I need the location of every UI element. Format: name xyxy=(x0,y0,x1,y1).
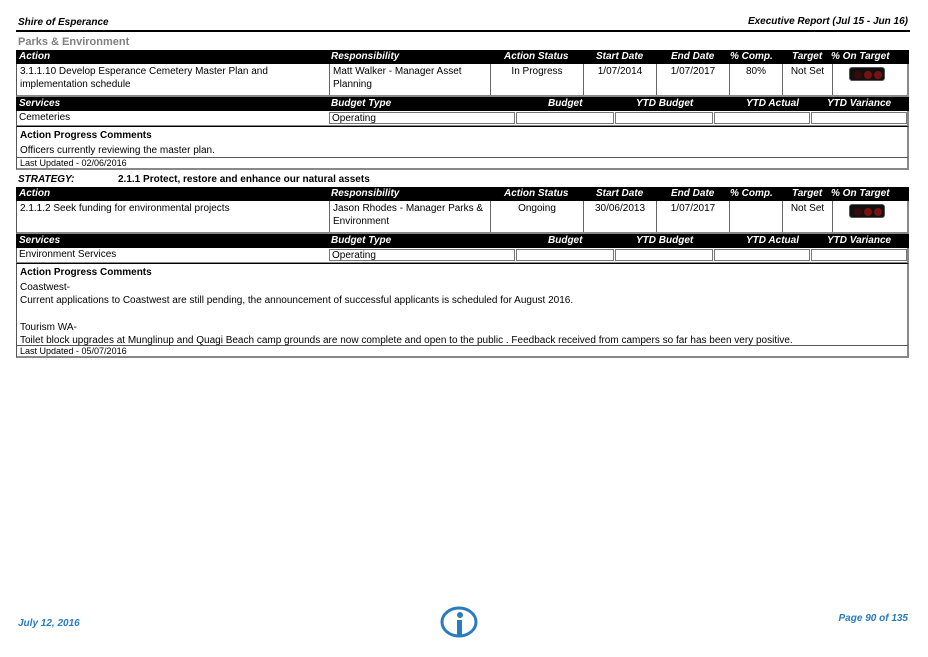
comment-line: Coastwest- xyxy=(20,282,71,293)
action-block xyxy=(16,50,909,170)
col-status: Action Status xyxy=(504,51,569,62)
ytd-variance-cell xyxy=(811,249,907,261)
col-ytd-actual: YTD Actual xyxy=(746,98,799,109)
start-date: 30/06/2013 xyxy=(583,201,656,232)
budget-type: Operating xyxy=(329,112,515,124)
col-end: End Date xyxy=(671,51,715,62)
comments-label: Action Progress Comments xyxy=(20,267,152,278)
target-text: Not Set xyxy=(782,201,832,232)
comments-box xyxy=(16,126,909,158)
col-comp: % Comp. xyxy=(730,51,773,62)
traffic-light-icon xyxy=(849,204,885,218)
action-row xyxy=(16,201,909,234)
org-name: Shire of Esperance xyxy=(18,17,109,28)
traffic-light-icon xyxy=(849,67,885,81)
report-title: Executive Report (Jul 15 - Jun 16) xyxy=(747,16,908,27)
end-date: 1/07/2017 xyxy=(656,64,729,95)
comment-blank-line xyxy=(20,307,904,321)
services-header-bar xyxy=(16,97,909,111)
service-name: Environment Services xyxy=(19,249,117,260)
col-budget: Budget xyxy=(548,235,583,246)
status-text: Ongoing xyxy=(490,201,583,232)
col-target: Target xyxy=(792,51,823,62)
col-comp: % Comp. xyxy=(730,188,773,199)
action-block xyxy=(16,187,909,358)
comments-box xyxy=(16,263,909,346)
col-start: Start Date xyxy=(596,188,644,199)
organization-logo-icon xyxy=(440,606,478,638)
end-date: 1/07/2017 xyxy=(656,201,729,232)
col-start: Start Date xyxy=(596,51,644,62)
strategy-label: STRATEGY: xyxy=(18,174,75,185)
status-text: In Progress xyxy=(490,64,583,95)
col-status: Action Status xyxy=(504,188,569,199)
col-responsibility: Responsibility xyxy=(331,51,400,62)
col-action: Action xyxy=(19,188,51,199)
budget-type: Operating xyxy=(329,249,515,261)
services-header-bar xyxy=(16,234,909,248)
ytd-budget-cell xyxy=(615,249,713,261)
comment-line: Toilet block upgrades at Munglinup and Quagi Beach camp grounds are now complete and open to the public . Feedback received from campers so far has been very positive. xyxy=(20,335,793,346)
last-updated: Last Updated - 05/07/2016 xyxy=(16,346,909,358)
start-date: 1/07/2014 xyxy=(583,64,656,95)
action-row xyxy=(16,64,909,97)
comments-label: Action Progress Comments xyxy=(20,130,152,141)
header-divider xyxy=(16,30,910,32)
col-services: Services xyxy=(19,98,61,109)
strategy-line xyxy=(18,174,370,185)
col-responsibility: Responsibility xyxy=(331,188,400,199)
page-number: Page 90 of 135 xyxy=(838,613,908,624)
col-ytd-variance: YTD Variance xyxy=(827,235,892,246)
col-on-target: % On Target xyxy=(831,51,890,62)
ytd-variance-cell xyxy=(811,112,907,124)
section-title: Parks & Environment xyxy=(18,36,130,48)
col-end: End Date xyxy=(671,188,715,199)
col-ytd-budget: YTD Budget xyxy=(636,98,694,109)
action-header-bar xyxy=(16,50,909,64)
action-text: 2.1.1.2 Seek funding for environmental projects xyxy=(20,203,230,214)
action-header-bar xyxy=(16,187,909,201)
col-ytd-variance: YTD Variance xyxy=(827,98,892,109)
col-ytd-actual: YTD Actual xyxy=(746,235,799,246)
budget-cell xyxy=(516,112,614,124)
responsibility-text: Jason Rhodes - Manager Parks & Environment xyxy=(329,201,490,232)
service-name: Cemeteries xyxy=(19,112,71,123)
target-text: Not Set xyxy=(782,64,832,95)
comment-line: Officers currently reviewing the master plan. xyxy=(20,145,215,156)
services-row xyxy=(16,248,909,263)
footer-date: July 12, 2016 xyxy=(18,618,80,629)
comment-line: Current applications to Coastwest are still pending, the announcement of successful applicants is scheduled for August 2016. xyxy=(20,295,574,306)
ytd-actual-cell xyxy=(714,112,810,124)
col-on-target: % On Target xyxy=(831,188,890,199)
col-budget: Budget xyxy=(548,98,583,109)
ytd-budget-cell xyxy=(615,112,713,124)
budget-cell xyxy=(516,249,614,261)
responsibility-text: Matt Walker - Manager Asset Planning xyxy=(329,64,490,95)
col-budget-type: Budget Type xyxy=(331,235,392,246)
col-services: Services xyxy=(19,235,61,246)
percent-complete xyxy=(729,201,782,232)
percent-complete: 80% xyxy=(729,64,782,95)
col-budget-type: Budget Type xyxy=(331,98,392,109)
last-updated: Last Updated - 02/06/2016 xyxy=(16,158,909,170)
strategy-text: 2.1.1 Protect, restore and enhance our natural assets xyxy=(118,174,370,185)
col-ytd-budget: YTD Budget xyxy=(636,235,694,246)
action-text: 3.1.1.10 Develop Esperance Cemetery Master Plan and implementation schedule xyxy=(20,66,268,90)
ytd-actual-cell xyxy=(714,249,810,261)
comment-line: Tourism WA- xyxy=(20,322,77,333)
services-row xyxy=(16,111,909,126)
col-target: Target xyxy=(792,188,823,199)
col-action: Action xyxy=(19,51,51,62)
